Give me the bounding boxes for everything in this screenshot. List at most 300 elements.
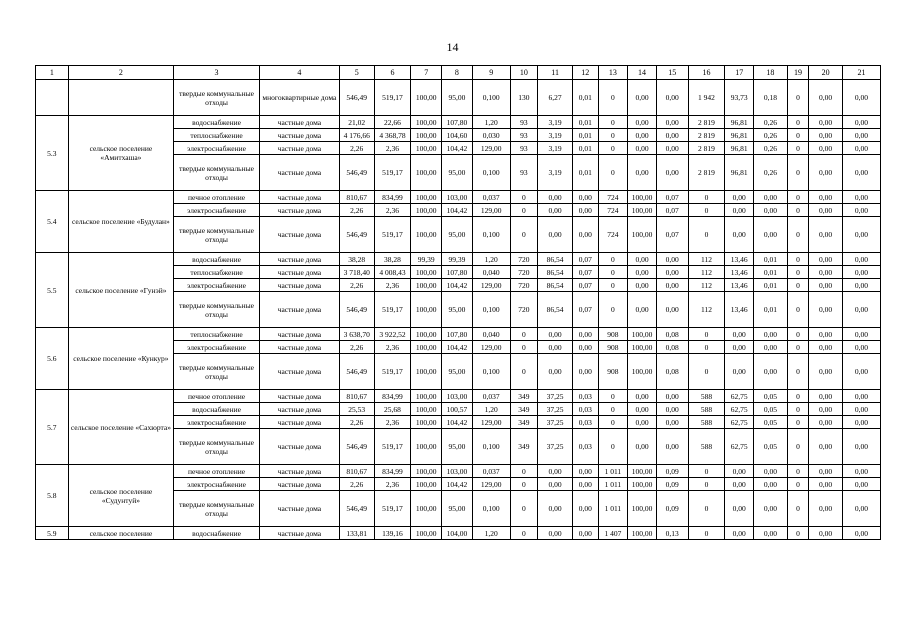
value-cell: 100,00 bbox=[411, 429, 442, 465]
column-number: 11 bbox=[538, 66, 573, 80]
value-cell: 0 bbox=[688, 204, 725, 217]
value-cell: 0,00 bbox=[628, 292, 657, 328]
value-cell: 0,00 bbox=[656, 116, 688, 129]
value-cell: 1 011 bbox=[598, 465, 628, 478]
value-cell: 0,00 bbox=[725, 328, 754, 341]
value-cell: 0,26 bbox=[754, 116, 788, 129]
value-cell: 100,00 bbox=[411, 341, 442, 354]
value-cell: 2 819 bbox=[688, 116, 725, 129]
value-cell: 100,00 bbox=[411, 116, 442, 129]
value-cell: 349 bbox=[510, 416, 538, 429]
value-cell: 95,00 bbox=[442, 429, 473, 465]
service-type: электроснабжение bbox=[174, 279, 260, 292]
table-row bbox=[36, 390, 881, 403]
table-row bbox=[36, 80, 881, 116]
table-row bbox=[36, 527, 881, 540]
value-cell: 93 bbox=[510, 116, 538, 129]
value-cell: 0,00 bbox=[842, 465, 880, 478]
value-cell: 0,03 bbox=[573, 403, 599, 416]
value-cell: 724 bbox=[598, 217, 628, 253]
value-cell: 100,00 bbox=[411, 191, 442, 204]
value-cell: 0,26 bbox=[754, 142, 788, 155]
value-cell: 0 bbox=[688, 217, 725, 253]
value-cell: 0,00 bbox=[628, 390, 657, 403]
value-cell: 21,02 bbox=[339, 116, 374, 129]
service-type: твердые коммунальные отходы bbox=[174, 429, 260, 465]
value-cell: 0 bbox=[598, 403, 628, 416]
value-cell: 3 922,52 bbox=[374, 328, 411, 341]
value-cell: 0,040 bbox=[472, 328, 510, 341]
value-cell: 0,00 bbox=[842, 155, 880, 191]
value-cell: 96,81 bbox=[725, 142, 754, 155]
value-cell: 37,25 bbox=[538, 390, 573, 403]
value-cell: 0,00 bbox=[809, 491, 843, 527]
value-cell: 100,00 bbox=[628, 491, 657, 527]
value-cell: 0,26 bbox=[754, 155, 788, 191]
value-cell: 3,19 bbox=[538, 155, 573, 191]
value-cell: 0,00 bbox=[628, 129, 657, 142]
service-type: твердые коммунальные отходы bbox=[174, 80, 260, 116]
value-cell: 0,09 bbox=[656, 465, 688, 478]
value-cell: 0,00 bbox=[725, 191, 754, 204]
table-row bbox=[36, 253, 881, 266]
value-cell: 0 bbox=[598, 116, 628, 129]
value-cell: 0,03 bbox=[573, 429, 599, 465]
value-cell: 0,00 bbox=[725, 491, 754, 527]
value-cell: 0 bbox=[510, 204, 538, 217]
value-cell: 0,00 bbox=[842, 116, 880, 129]
value-cell: 0,01 bbox=[754, 279, 788, 292]
value-cell: 0 bbox=[787, 354, 808, 390]
value-cell: 129,00 bbox=[472, 204, 510, 217]
value-cell: 129,00 bbox=[472, 341, 510, 354]
service-type: печное отопление bbox=[174, 390, 260, 403]
housing-type: частные дома bbox=[260, 129, 340, 142]
value-cell: 1 407 bbox=[598, 527, 628, 540]
value-cell: 0 bbox=[598, 292, 628, 328]
value-cell: 0 bbox=[510, 217, 538, 253]
value-cell: 0 bbox=[598, 279, 628, 292]
value-cell: 100,00 bbox=[411, 416, 442, 429]
value-cell: 1,20 bbox=[472, 116, 510, 129]
value-cell: 86,54 bbox=[538, 292, 573, 328]
value-cell: 0 bbox=[787, 204, 808, 217]
value-cell: 104,60 bbox=[442, 129, 473, 142]
service-type: твердые коммунальные отходы bbox=[174, 491, 260, 527]
value-cell: 0,00 bbox=[628, 155, 657, 191]
value-cell: 13,46 bbox=[725, 279, 754, 292]
settlement-name bbox=[68, 80, 173, 116]
value-cell: 0,00 bbox=[754, 191, 788, 204]
value-cell: 1 011 bbox=[598, 478, 628, 491]
value-cell: 0,00 bbox=[809, 129, 843, 142]
value-cell: 0,00 bbox=[725, 478, 754, 491]
value-cell: 0,00 bbox=[809, 279, 843, 292]
value-cell: 588 bbox=[688, 403, 725, 416]
value-cell: 0,01 bbox=[754, 253, 788, 266]
value-cell: 0 bbox=[688, 491, 725, 527]
value-cell: 0,00 bbox=[809, 341, 843, 354]
value-cell: 0,00 bbox=[842, 328, 880, 341]
housing-type: частные дома bbox=[260, 403, 340, 416]
housing-type: частные дома bbox=[260, 253, 340, 266]
value-cell: 2,36 bbox=[374, 478, 411, 491]
value-cell: 0 bbox=[787, 279, 808, 292]
value-cell: 0 bbox=[787, 292, 808, 328]
value-cell: 0,01 bbox=[573, 129, 599, 142]
value-cell: 0,00 bbox=[573, 328, 599, 341]
value-cell: 0 bbox=[598, 429, 628, 465]
value-cell: 0,00 bbox=[842, 142, 880, 155]
value-cell: 0,00 bbox=[809, 429, 843, 465]
value-cell: 2,26 bbox=[339, 416, 374, 429]
value-cell: 100,57 bbox=[442, 403, 473, 416]
value-cell: 0,00 bbox=[538, 354, 573, 390]
column-number: 3 bbox=[174, 66, 260, 80]
column-number: 18 bbox=[754, 66, 788, 80]
value-cell: 810,67 bbox=[339, 390, 374, 403]
value-cell: 0,05 bbox=[754, 403, 788, 416]
value-cell: 720 bbox=[510, 279, 538, 292]
value-cell: 0,00 bbox=[725, 527, 754, 540]
housing-type: частные дома bbox=[260, 478, 340, 491]
housing-type: частные дома bbox=[260, 429, 340, 465]
row-id bbox=[36, 80, 69, 116]
value-cell: 0,00 bbox=[656, 416, 688, 429]
table-row bbox=[36, 116, 881, 129]
value-cell: 0 bbox=[787, 80, 808, 116]
value-cell: 96,81 bbox=[725, 129, 754, 142]
value-cell: 0,07 bbox=[573, 279, 599, 292]
housing-type: частные дома bbox=[260, 279, 340, 292]
value-cell: 0,00 bbox=[842, 390, 880, 403]
value-cell: 0 bbox=[598, 155, 628, 191]
value-cell: 0 bbox=[688, 328, 725, 341]
value-cell: 100,00 bbox=[411, 478, 442, 491]
service-type: электроснабжение bbox=[174, 341, 260, 354]
service-type: теплоснабжение bbox=[174, 129, 260, 142]
value-cell: 0 bbox=[787, 116, 808, 129]
column-number: 9 bbox=[472, 66, 510, 80]
value-cell: 0,100 bbox=[472, 491, 510, 527]
value-cell: 3 638,70 bbox=[339, 328, 374, 341]
value-cell: 0,00 bbox=[656, 80, 688, 116]
value-cell: 4 008,43 bbox=[374, 266, 411, 279]
value-cell: 0,01 bbox=[573, 142, 599, 155]
value-cell: 4 368,78 bbox=[374, 129, 411, 142]
value-cell: 0,05 bbox=[754, 390, 788, 403]
value-cell: 2,26 bbox=[339, 142, 374, 155]
value-cell: 37,25 bbox=[538, 416, 573, 429]
column-number: 13 bbox=[598, 66, 628, 80]
value-cell: 100,00 bbox=[411, 129, 442, 142]
value-cell: 100,00 bbox=[628, 465, 657, 478]
value-cell: 100,00 bbox=[628, 354, 657, 390]
row-id: 5.7 bbox=[36, 390, 69, 465]
value-cell: 0 bbox=[688, 465, 725, 478]
value-cell: 0,00 bbox=[656, 403, 688, 416]
housing-type: частные дома bbox=[260, 142, 340, 155]
value-cell: 0,13 bbox=[656, 527, 688, 540]
value-cell: 0,00 bbox=[754, 491, 788, 527]
housing-type: частные дома bbox=[260, 390, 340, 403]
value-cell: 0,00 bbox=[809, 403, 843, 416]
value-cell: 0,00 bbox=[809, 292, 843, 328]
value-cell: 0,00 bbox=[754, 204, 788, 217]
value-cell: 2 819 bbox=[688, 129, 725, 142]
column-number: 12 bbox=[573, 66, 599, 80]
value-cell: 0,00 bbox=[628, 279, 657, 292]
value-cell: 0 bbox=[598, 416, 628, 429]
value-cell: 0,00 bbox=[809, 354, 843, 390]
value-cell: 0 bbox=[510, 191, 538, 204]
value-cell: 519,17 bbox=[374, 80, 411, 116]
value-cell: 0 bbox=[598, 266, 628, 279]
value-cell: 0 bbox=[688, 478, 725, 491]
service-type: водоснабжение bbox=[174, 527, 260, 540]
value-cell: 100,00 bbox=[628, 204, 657, 217]
value-cell: 0,08 bbox=[656, 341, 688, 354]
column-number-row bbox=[36, 66, 881, 80]
value-cell: 100,00 bbox=[411, 204, 442, 217]
row-id: 5.5 bbox=[36, 253, 69, 328]
value-cell: 0,030 bbox=[472, 129, 510, 142]
value-cell: 0,07 bbox=[573, 253, 599, 266]
value-cell: 0,00 bbox=[628, 253, 657, 266]
row-id: 5.6 bbox=[36, 328, 69, 390]
housing-type: частные дома bbox=[260, 191, 340, 204]
value-cell: 519,17 bbox=[374, 491, 411, 527]
value-cell: 1,20 bbox=[472, 403, 510, 416]
value-cell: 100,00 bbox=[628, 527, 657, 540]
housing-type: частные дома bbox=[260, 292, 340, 328]
value-cell: 100,00 bbox=[411, 266, 442, 279]
value-cell: 62,75 bbox=[725, 429, 754, 465]
value-cell: 519,17 bbox=[374, 354, 411, 390]
value-cell: 2,36 bbox=[374, 279, 411, 292]
housing-type: частные дома bbox=[260, 491, 340, 527]
value-cell: 0,00 bbox=[809, 142, 843, 155]
value-cell: 37,25 bbox=[538, 429, 573, 465]
value-cell: 100,00 bbox=[628, 341, 657, 354]
housing-type: частные дома bbox=[260, 465, 340, 478]
value-cell: 0,00 bbox=[725, 217, 754, 253]
page-number: 14 bbox=[446, 40, 459, 54]
value-cell: 3 718,40 bbox=[339, 266, 374, 279]
value-cell: 0 bbox=[787, 266, 808, 279]
value-cell: 103,00 bbox=[442, 465, 473, 478]
column-number: 5 bbox=[339, 66, 374, 80]
value-cell: 62,75 bbox=[725, 390, 754, 403]
value-cell: 100,00 bbox=[411, 279, 442, 292]
value-cell: 0,00 bbox=[754, 527, 788, 540]
value-cell: 0,00 bbox=[656, 279, 688, 292]
value-cell: 0,00 bbox=[628, 416, 657, 429]
value-cell: 0 bbox=[510, 478, 538, 491]
value-cell: 0,00 bbox=[754, 217, 788, 253]
service-type: печное отопление bbox=[174, 465, 260, 478]
value-cell: 86,54 bbox=[538, 266, 573, 279]
value-cell: 0 bbox=[787, 341, 808, 354]
value-cell: 0,100 bbox=[472, 354, 510, 390]
value-cell: 834,99 bbox=[374, 465, 411, 478]
service-type: водоснабжение bbox=[174, 116, 260, 129]
value-cell: 2 819 bbox=[688, 155, 725, 191]
value-cell: 546,49 bbox=[339, 80, 374, 116]
value-cell: 100,00 bbox=[628, 328, 657, 341]
value-cell: 720 bbox=[510, 266, 538, 279]
service-type: водоснабжение bbox=[174, 403, 260, 416]
value-cell: 0,100 bbox=[472, 292, 510, 328]
value-cell: 0 bbox=[787, 527, 808, 540]
value-cell: 0,00 bbox=[725, 354, 754, 390]
value-cell: 0,18 bbox=[754, 80, 788, 116]
value-cell: 546,49 bbox=[339, 491, 374, 527]
value-cell: 0,01 bbox=[754, 292, 788, 328]
value-cell: 0,00 bbox=[573, 465, 599, 478]
value-cell: 0,00 bbox=[842, 429, 880, 465]
value-cell: 0,00 bbox=[656, 155, 688, 191]
service-type: твердые коммунальные отходы bbox=[174, 217, 260, 253]
value-cell: 2,36 bbox=[374, 416, 411, 429]
value-cell: 0,00 bbox=[656, 142, 688, 155]
value-cell: 95,00 bbox=[442, 217, 473, 253]
value-cell: 0,00 bbox=[628, 429, 657, 465]
value-cell: 0,07 bbox=[573, 266, 599, 279]
value-cell: 0 bbox=[787, 217, 808, 253]
service-type: твердые коммунальные отходы bbox=[174, 354, 260, 390]
housing-type: частные дома bbox=[260, 527, 340, 540]
value-cell: 0,00 bbox=[809, 478, 843, 491]
housing-type: частные дома bbox=[260, 217, 340, 253]
column-number: 7 bbox=[411, 66, 442, 80]
value-cell: 0,01 bbox=[754, 266, 788, 279]
value-cell: 0,00 bbox=[842, 292, 880, 328]
value-cell: 2 819 bbox=[688, 142, 725, 155]
value-cell: 0,00 bbox=[573, 204, 599, 217]
value-cell: 0 bbox=[598, 253, 628, 266]
housing-type: частные дома bbox=[260, 354, 340, 390]
column-number: 15 bbox=[656, 66, 688, 80]
value-cell: 0,00 bbox=[628, 403, 657, 416]
value-cell: 0,00 bbox=[656, 292, 688, 328]
value-cell: 0 bbox=[510, 354, 538, 390]
value-cell: 0 bbox=[787, 328, 808, 341]
value-cell: 519,17 bbox=[374, 155, 411, 191]
value-cell: 38,28 bbox=[374, 253, 411, 266]
column-number: 21 bbox=[842, 66, 880, 80]
value-cell: 0,00 bbox=[809, 465, 843, 478]
value-cell: 519,17 bbox=[374, 217, 411, 253]
value-cell: 0 bbox=[787, 155, 808, 191]
value-cell: 112 bbox=[688, 266, 725, 279]
value-cell: 100,00 bbox=[411, 465, 442, 478]
value-cell: 0,00 bbox=[842, 204, 880, 217]
value-cell: 546,49 bbox=[339, 354, 374, 390]
value-cell: 0,09 bbox=[656, 478, 688, 491]
value-cell: 2,26 bbox=[339, 279, 374, 292]
value-cell: 0 bbox=[787, 142, 808, 155]
value-cell: 100,00 bbox=[628, 478, 657, 491]
value-cell: 0 bbox=[510, 491, 538, 527]
value-cell: 38,28 bbox=[339, 253, 374, 266]
table-row bbox=[36, 328, 881, 341]
value-cell: 103,00 bbox=[442, 390, 473, 403]
value-cell: 96,81 bbox=[725, 155, 754, 191]
value-cell: 0,00 bbox=[842, 403, 880, 416]
value-cell: 107,80 bbox=[442, 266, 473, 279]
settlement-name: сельское поселение «Кункур» bbox=[68, 328, 173, 390]
value-cell: 720 bbox=[510, 253, 538, 266]
value-cell: 99,39 bbox=[442, 253, 473, 266]
value-cell: 130 bbox=[510, 80, 538, 116]
value-cell: 104,42 bbox=[442, 341, 473, 354]
value-cell: 0,00 bbox=[809, 204, 843, 217]
column-number: 8 bbox=[442, 66, 473, 80]
housing-type: частные дома bbox=[260, 416, 340, 429]
value-cell: 100,00 bbox=[411, 292, 442, 328]
value-cell: 0,00 bbox=[842, 191, 880, 204]
value-cell: 0,00 bbox=[842, 354, 880, 390]
service-type: водоснабжение bbox=[174, 253, 260, 266]
settlement-name: сельское поселение «Гунэй» bbox=[68, 253, 173, 328]
value-cell: 0,00 bbox=[842, 478, 880, 491]
value-cell: 0,100 bbox=[472, 429, 510, 465]
value-cell: 0,00 bbox=[538, 465, 573, 478]
value-cell: 724 bbox=[598, 191, 628, 204]
value-cell: 0,00 bbox=[725, 204, 754, 217]
service-type: твердые коммунальные отходы bbox=[174, 155, 260, 191]
value-cell: 93 bbox=[510, 155, 538, 191]
value-cell: 0,00 bbox=[656, 253, 688, 266]
value-cell: 100,00 bbox=[411, 80, 442, 116]
value-cell: 2,36 bbox=[374, 204, 411, 217]
value-cell: 0,07 bbox=[656, 217, 688, 253]
service-type: электроснабжение bbox=[174, 478, 260, 491]
column-number: 10 bbox=[510, 66, 538, 80]
column-number: 14 bbox=[628, 66, 657, 80]
value-cell: 104,42 bbox=[442, 279, 473, 292]
housing-type: частные дома bbox=[260, 155, 340, 191]
value-cell: 546,49 bbox=[339, 217, 374, 253]
housing-type: частные дома bbox=[260, 204, 340, 217]
value-cell: 546,49 bbox=[339, 292, 374, 328]
column-number: 19 bbox=[787, 66, 808, 80]
value-cell: 2,26 bbox=[339, 204, 374, 217]
value-cell: 6,27 bbox=[538, 80, 573, 116]
value-cell: 100,00 bbox=[411, 354, 442, 390]
value-cell: 0,00 bbox=[573, 217, 599, 253]
value-cell: 0,100 bbox=[472, 217, 510, 253]
value-cell: 588 bbox=[688, 416, 725, 429]
value-cell: 107,80 bbox=[442, 328, 473, 341]
value-cell: 810,67 bbox=[339, 191, 374, 204]
column-number: 4 bbox=[260, 66, 340, 80]
value-cell: 100,00 bbox=[411, 491, 442, 527]
housing-type: частные дома bbox=[260, 341, 340, 354]
value-cell: 349 bbox=[510, 403, 538, 416]
value-cell: 0,00 bbox=[809, 217, 843, 253]
table-body bbox=[36, 66, 881, 540]
value-cell: 834,99 bbox=[374, 191, 411, 204]
value-cell: 0,00 bbox=[656, 390, 688, 403]
value-cell: 25,53 bbox=[339, 403, 374, 416]
column-number: 6 bbox=[374, 66, 411, 80]
column-number: 17 bbox=[725, 66, 754, 80]
value-cell: 0 bbox=[598, 129, 628, 142]
value-cell: 93,73 bbox=[725, 80, 754, 116]
value-cell: 0,00 bbox=[809, 80, 843, 116]
